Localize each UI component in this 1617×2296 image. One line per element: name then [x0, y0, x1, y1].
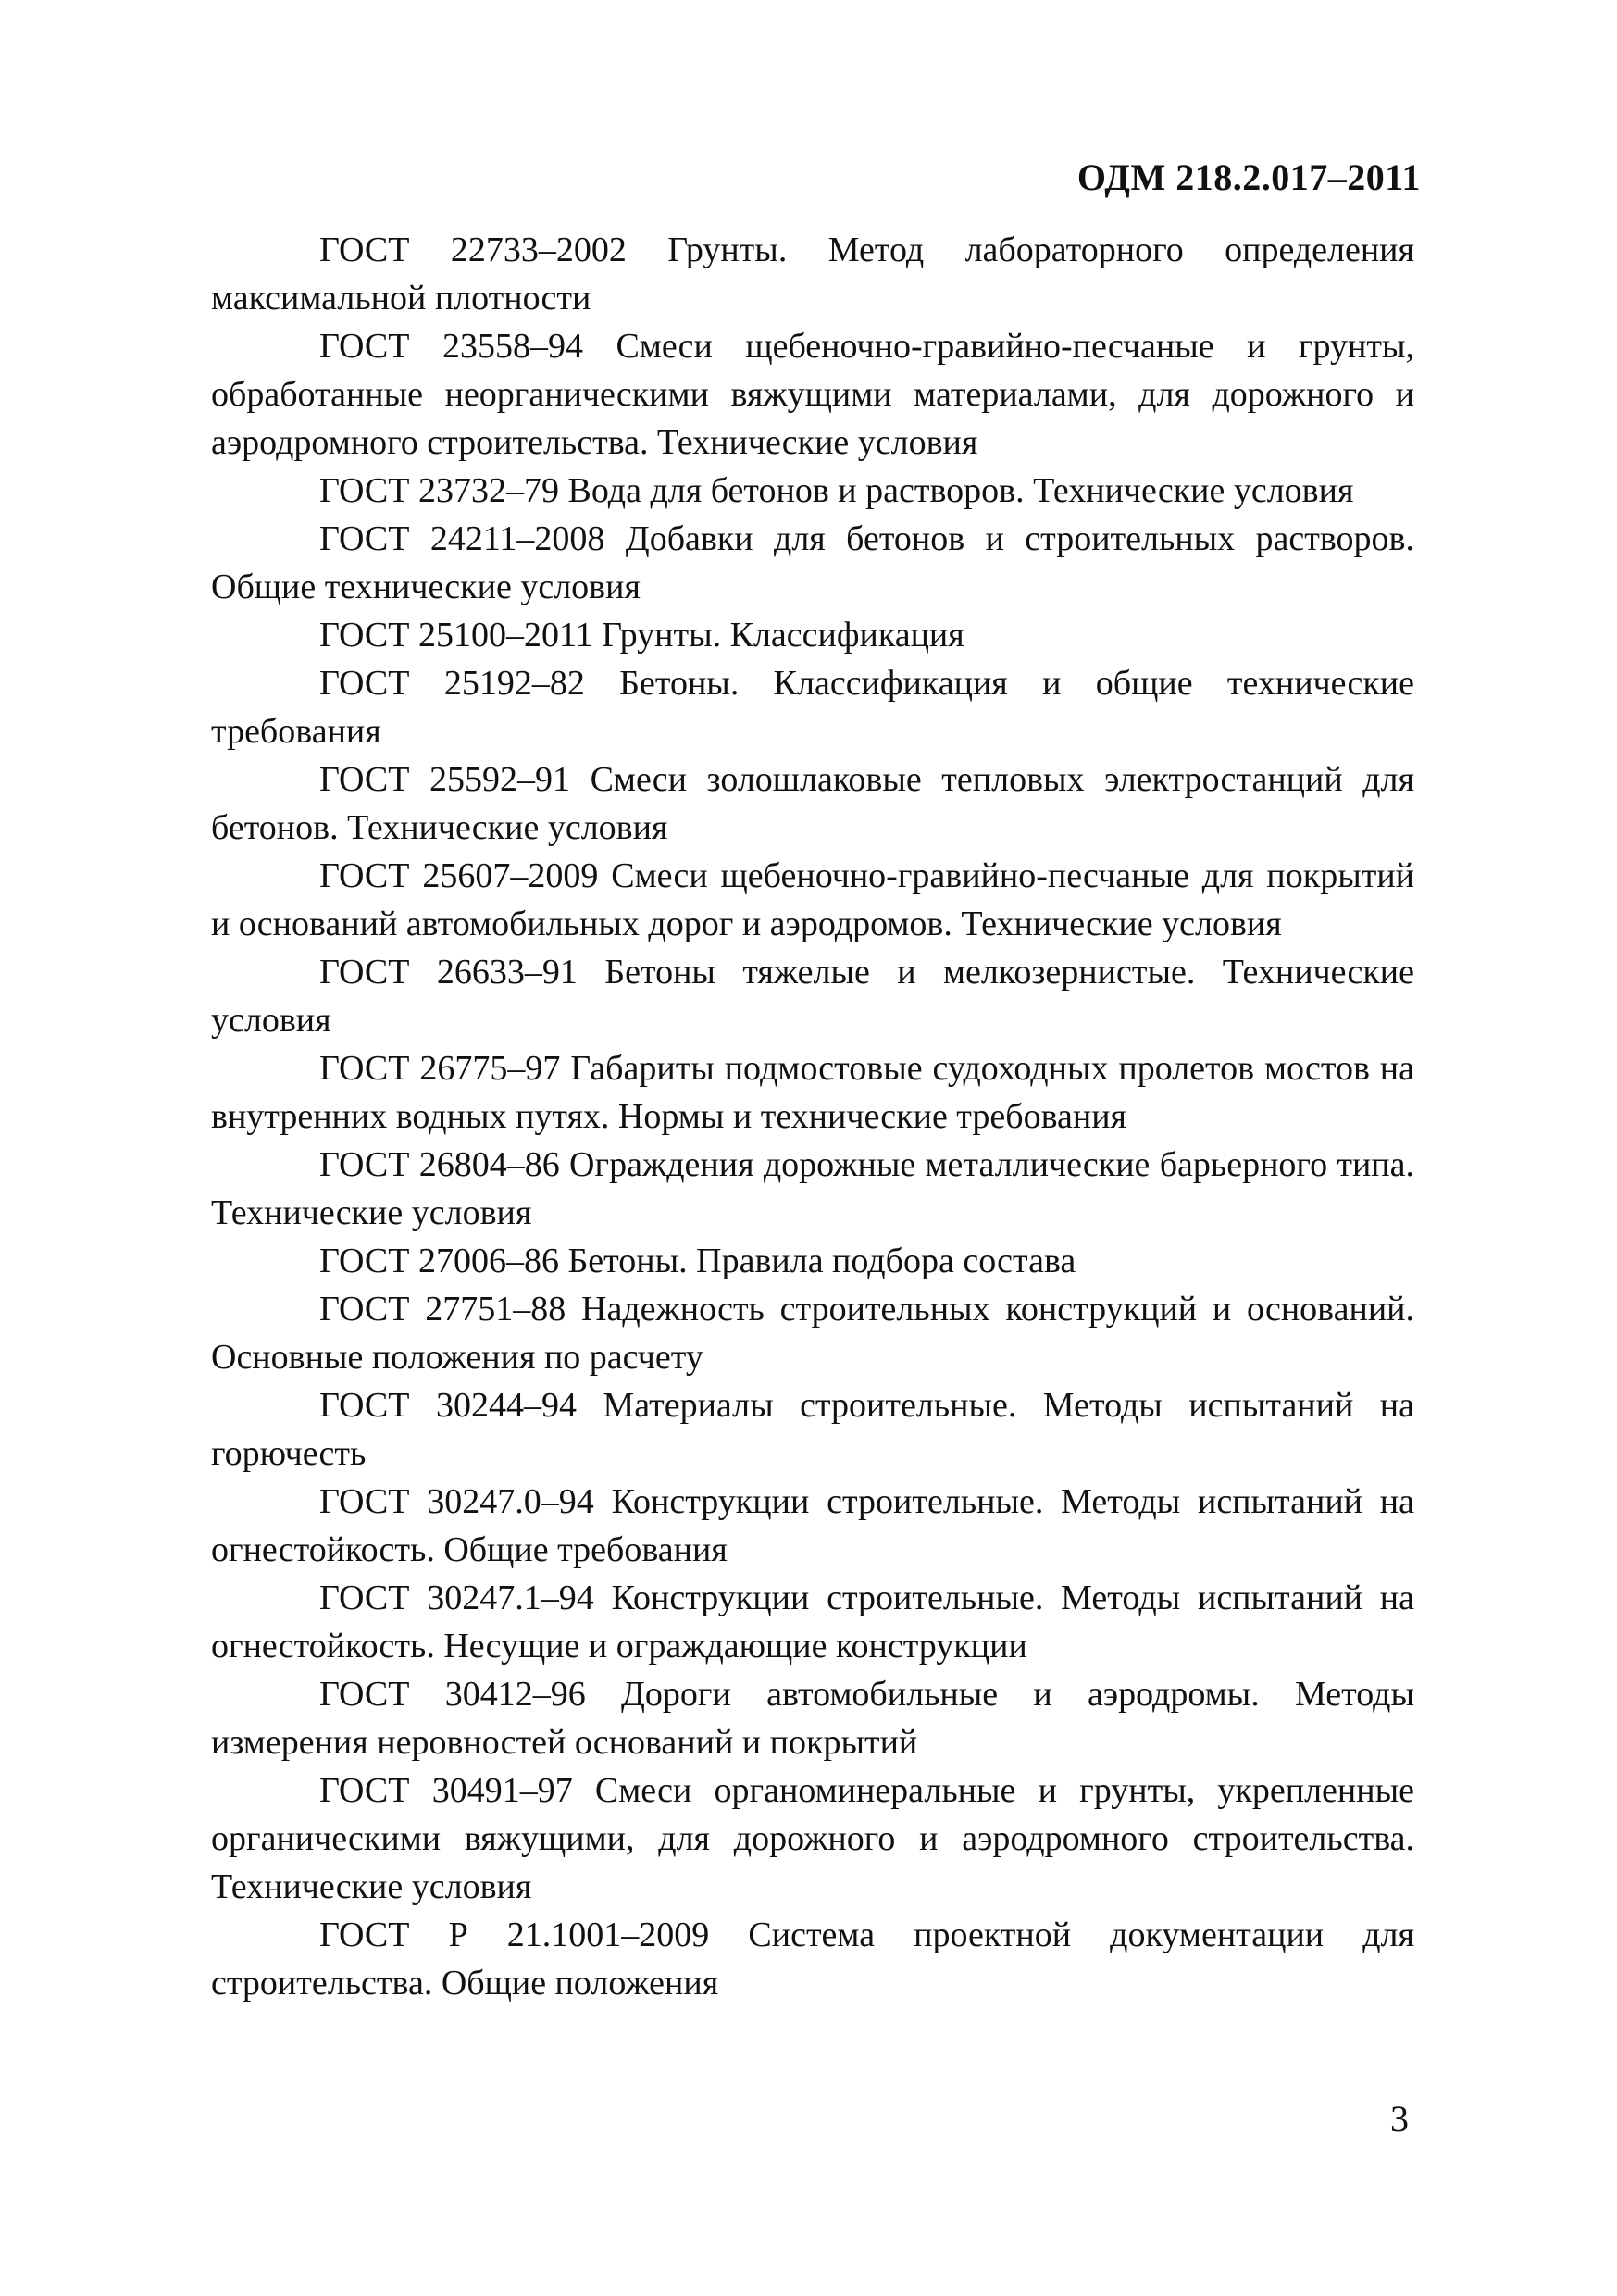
- reference-item: ГОСТ 27751–88 Надежность строительных конструкций и оснований. Основные положения по расчету: [211, 1290, 1414, 1377]
- reference-item: ГОСТ 30247.1–94 Конструкции строительные. Методы испытаний на огнестойкость. Несущие и ограждающие конструкции: [211, 1578, 1414, 1666]
- document-code-header: ОДМ 218.2.017–2011: [1076, 156, 1421, 198]
- reference-item: ГОСТ 25592–91 Смеси золошлаковые тепловых электростанций для бетонов. Технические условия: [211, 760, 1414, 847]
- reference-item: ГОСТ 30244–94 Материалы строительные. Методы испытаний на горючесть: [211, 1386, 1414, 1473]
- page-number: 3: [1390, 2098, 1409, 2140]
- reference-item: ГОСТ 26633–91 Бетоны тяжелые и мелкозернистые. Технические условия: [211, 953, 1414, 1040]
- standards-reference-list: [211, 226, 1414, 2007]
- reference-item: ГОСТ 23732–79 Вода для бетонов и растворов. Технические условия: [319, 471, 1354, 510]
- reference-item: ГОСТ 25192–82 Бетоны. Классификация и общие технические требования: [211, 664, 1414, 751]
- reference-item: ГОСТ 23558–94 Смеси щебеночно-гравийно-песчаные и грунты, обработанные неорганическими вяжущими материалами, для дорожного и аэродромного строительства. Технические условия: [211, 327, 1414, 462]
- reference-item: ГОСТ 22733–2002 Грунты. Метод лабораторного определения максимальной плотности: [211, 231, 1414, 318]
- reference-item: ГОСТ 30491–97 Смеси органоминеральные и грунты, укрепленные органическими вяжущими, для дорожного и аэродромного строительства. Технические условия: [211, 1771, 1414, 1906]
- reference-item: ГОСТ 27006–86 Бетоны. Правила подбора состава: [319, 1242, 1076, 1280]
- reference-item: ГОСТ 30247.0–94 Конструкции строительные. Методы испытаний на огнестойкость. Общие требования: [211, 1482, 1414, 1569]
- reference-item: ГОСТ 25607–2009 Смеси щебеночно-гравийно-песчаные для покрытий и оснований автомобильных дорог и аэродромов. Технические условия: [211, 856, 1414, 943]
- reference-item: ГОСТ 26804–86 Ограждения дорожные металлические барьерного типа. Технические условия: [211, 1145, 1414, 1232]
- reference-item: ГОСТ Р 21.1001–2009 Система проектной документации для строительства. Общие положения: [211, 1915, 1414, 2003]
- reference-item: ГОСТ 30412–96 Дороги автомобильные и аэродромы. Методы измерения неровностей оснований и покрытий: [211, 1675, 1414, 1762]
- reference-item: ГОСТ 25100–2011 Грунты. Классификация: [319, 616, 964, 655]
- reference-item: ГОСТ 24211–2008 Добавки для бетонов и строительных растворов. Общие технические условия: [211, 519, 1414, 606]
- reference-item: ГОСТ 26775–97 Габариты подмостовые судоходных пролетов мостов на внутренних водных путях. Нормы и технические требования: [211, 1049, 1414, 1136]
